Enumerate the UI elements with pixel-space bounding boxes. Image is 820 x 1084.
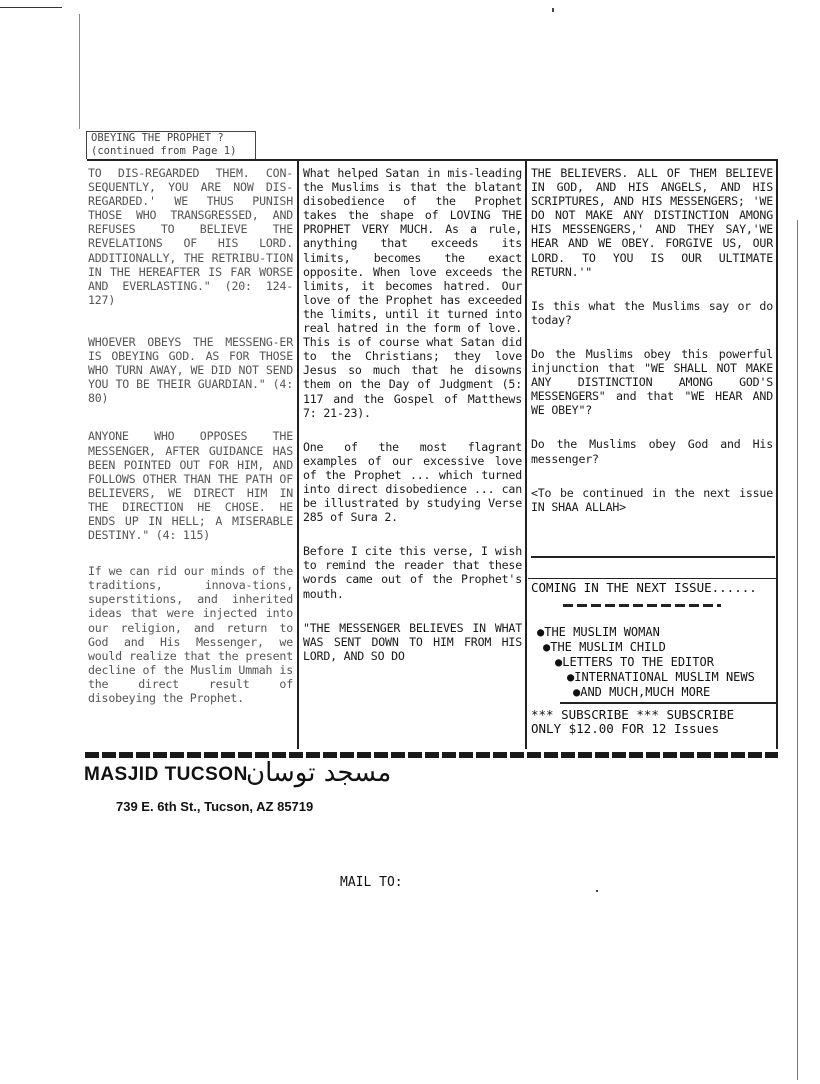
subscribe-line-1: *** SUBSCRIBE *** SUBSCRIBE: [531, 708, 735, 722]
column3-paragraph: Is this what the Muslims say or do today?: [531, 298, 773, 327]
article-column-1: [88, 166, 293, 750]
mail-to-label: MAIL TO:: [340, 875, 403, 890]
coming-next-item: ●LETTERS TO THE EDITOR: [555, 655, 714, 669]
coming-next-item: ●THE MUSLIM CHILD: [543, 640, 666, 654]
divider-right: [525, 159, 527, 749]
box-top-rule: [87, 159, 777, 161]
dashed-separator: [85, 752, 778, 758]
coming-next-underline: [528, 578, 777, 579]
org-arabic-name: مسجد توسان: [246, 758, 392, 788]
header-subtitle: (continued from Page 1): [91, 145, 237, 157]
column2-paragraph: One of the most flagrant examples of our excessive love of the Prophet ... which turned into direct disobedience ... can be illustrated by studying Verse 285 of Sura 2.: [303, 439, 522, 525]
subscribe-box: [531, 708, 775, 736]
article-column-2: [303, 166, 522, 750]
scan-speck: [552, 8, 554, 12]
org-address: 739 E. 6th St., Tucson, AZ 85719: [116, 799, 314, 814]
left-margin-line: [79, 14, 80, 129]
column3-paragraph: THE BELIEVERS. ALL OF THEM BELIEVE IN GOD, AND HIS ANGELS, AND HIS SCRIPTURES, AND HIS MESSENGERS; 'WE DO NOT MAKE ANY DISTINCTION AMONG HIS MESSENGERS,' AND THEY SAY,'WE HEAR AND WE OBEY. FORGIVE US, OUR LORD. TO YOU IS OUR ULTIMATE RETURN.'": [531, 166, 773, 279]
column2-paragraph: Before I cite this verse, I wish to remind the reader that these words came out of the Prophet's mouth.: [303, 544, 522, 601]
column1-paragraph: TO DIS-REGARDED THEM. CON-SEQUENTLY, YOU ARE NOW DIS-REGARDED.' WE THUS PUNISH THOSE WHO TRANSGRESSED, AND REFUSES TO BELIEVE THE REVELATIONS OF HIS LORD. ADDITIONALLY, THE RETRIBU-TION IN THE HEREAFTER IS FAR WORSE AND EVERLASTING." (20: 124-127): [88, 166, 293, 307]
to-be-continued-note: <To be continued in the next issue IN SHAA ALLAH>: [531, 485, 773, 514]
column2-paragraph: "THE MESSENGER BELIEVES IN WHAT WAS SENT DOWN TO HIM FROM HIS LORD, AND SO DO: [303, 620, 522, 663]
scan-speck: [596, 890, 598, 892]
dash-decoration: [563, 604, 721, 607]
column1-paragraph: If we can rid our minds of the traditions, innova-tions, superstitions, and inherited ideas that were injected into our religion, and return to God and His Messenger, we would realize that the present decline of the Muslim Ummah is the direct result of disobeying the Prophet.: [88, 564, 293, 705]
article-column-3: [531, 166, 773, 566]
column2-paragraph: What helped Satan in mis-leading the Muslims is that the blatant disobedience of the Prophet takes the shape of LOVING THE PROPHET VERY MUCH. As a rule, anything that exceeds its limits, becomes the exact opposite. When love exceeds the limits, it becomes hatred. Our love of the Prophet has exceeded the limits, until it turned into real hatred in the form of love. This is of course what Satan did to the Christians; they love Jesus so much that he disowns them on the Day of Judgment (5: 117 and the Gospel of Matthews 7: 21-23).: [303, 166, 522, 420]
header-title: OBEYING THE PROPHET ?: [91, 132, 224, 144]
continued-underline: [531, 556, 775, 558]
coming-next-list: [537, 625, 775, 700]
box-right-border: [776, 159, 778, 749]
continued-header-box: [86, 131, 256, 159]
divider-left: [297, 159, 299, 749]
right-margin-line: [797, 220, 798, 1080]
column3-paragraph: Do the Muslims obey this powerful injunction that "WE SHALL NOT MAKE ANY DISTINCTION AMONG GOD'S MESSENGERS" and that "WE HEAR AND WE OBEY"?: [531, 346, 773, 418]
coming-next-item: ●AND MUCH,MUCH MORE: [573, 685, 711, 699]
subscribe-price: ONLY $12.00 FOR 12 Issues: [531, 721, 720, 736]
column1-paragraph: WHOEVER OBEYS THE MESSENG-ER IS OBEYING GOD. AS FOR THOSE WHO TURN AWAY, WE DID NOT SEND YOU TO BE THEIR GUARDIAN." (4: 80): [88, 334, 293, 406]
coming-next-item: ●THE MUSLIM WOMAN: [537, 625, 660, 639]
column1-paragraph: ANYONE WHO OPPOSES THE MESSENGER, AFTER GUIDANCE HAS BEEN POINTED OUT FOR HIM, AND FOLLOWS OTHER THAN THE PATH OF BELIEVERS, WE DIRECT HIM IN THE DIRECTION HE CHOSE. HE ENDS UP IN HELL; A MISERABLE DESTINY." (4: 115): [88, 429, 293, 543]
coming-next-item: ●INTERNATIONAL MUSLIM NEWS: [567, 670, 755, 684]
coming-next-heading: COMING IN THE NEXT ISSUE......: [531, 580, 757, 595]
top-left-rule: [0, 7, 62, 8]
coming-next-bottom-rule: [560, 702, 777, 704]
column3-paragraph: Do the Muslims obey God and His messenger?: [531, 437, 773, 466]
org-name: MASJID TUCSON: [84, 764, 248, 785]
